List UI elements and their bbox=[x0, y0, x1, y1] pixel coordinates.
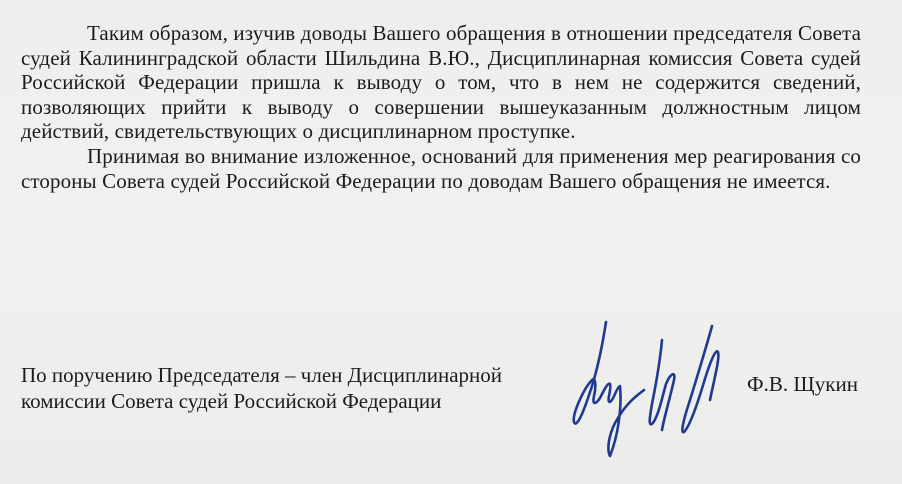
signer-name: Ф.В. Щукин bbox=[747, 372, 858, 396]
position-line-1: По поручению Председателя – член Дисциплинарной bbox=[21, 363, 502, 387]
signature-stroke-2 bbox=[650, 340, 675, 430]
position-line-2: комиссии Совета судей Российской Федерации bbox=[21, 389, 442, 413]
signatory-position bbox=[21, 362, 581, 414]
letter-body bbox=[21, 21, 861, 193]
handwritten-signature bbox=[566, 318, 746, 460]
paragraph-decision: Принимая во внимание изложенное, оснований для применения мер реагирования со стороны Совета судей Российской Федерации по доводам Вашего обращения не имеется. bbox=[21, 143, 861, 193]
signature-stroke-1 bbox=[574, 322, 644, 456]
signature-stroke-3 bbox=[682, 326, 718, 432]
paragraph-conclusion: Таким образом, изучив доводы Вашего обращения в отношении председателя Совета судей Калининградской области Шильдина В.Ю., Дисциплинарная комиссия Совета судей Российской Федерации пришла к выводу о том, что в нем не содержится сведений, позволяющих прийти к выводу о совершении вышеуказанным должностным лицом действий, свидетельствующих о дисциплинарном проступке. bbox=[21, 21, 861, 144]
